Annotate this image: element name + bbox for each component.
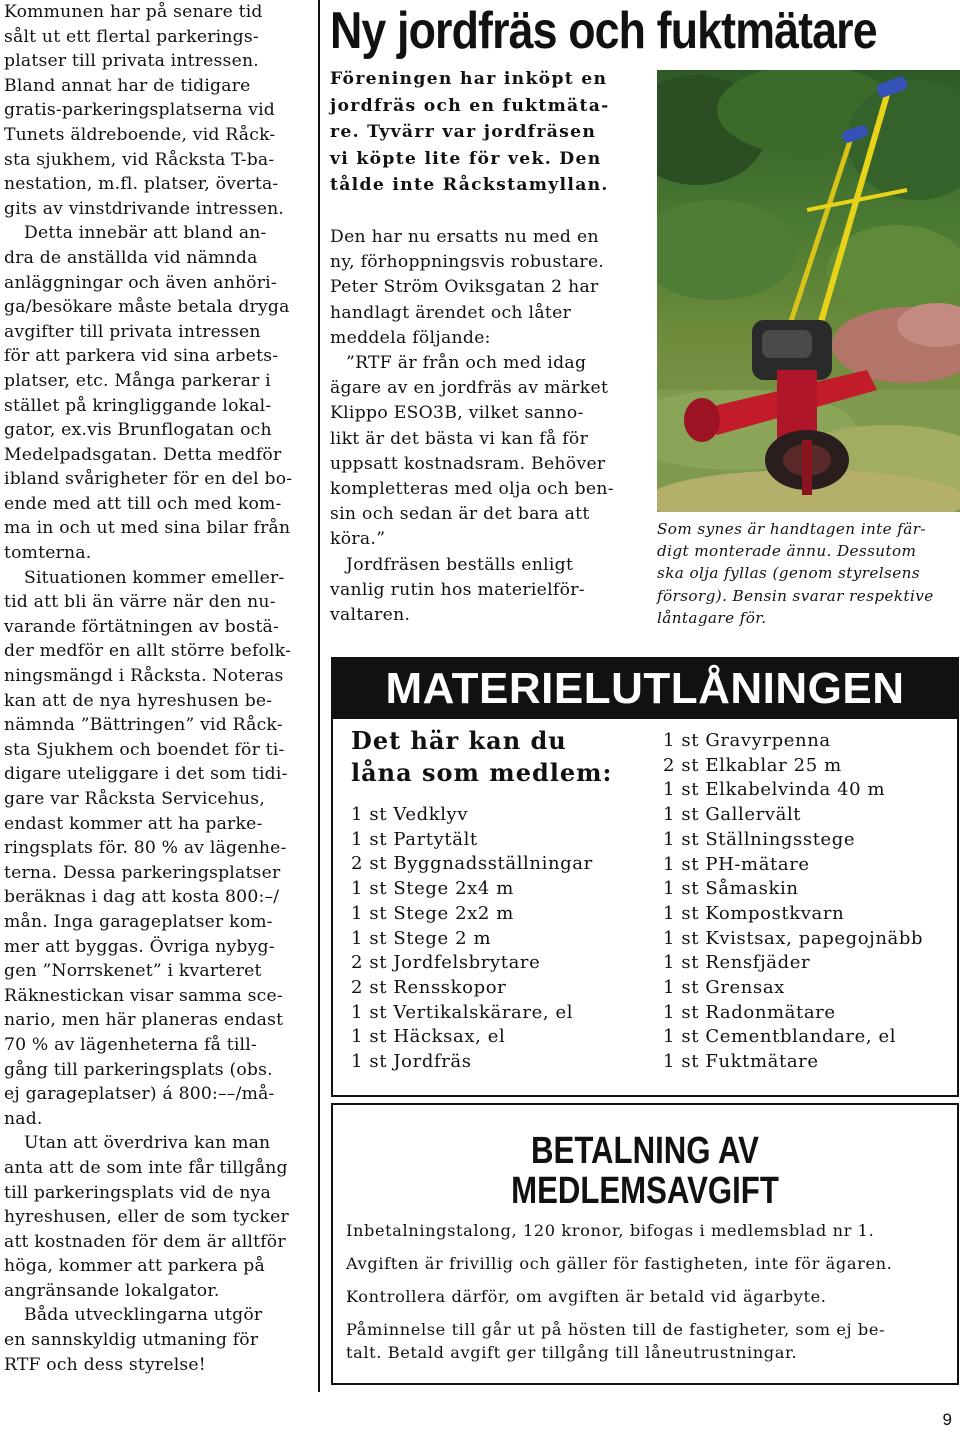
betalning-paragraph-2: Avgiften är frivillig och gäller för fastigheten, inte för ägaren.	[346, 1254, 893, 1273]
body-quote: ”RTF är från och med idag ägare av en jordfräs av märket Klippo ESO3B, vilket sanno- likt är det bästa vi kan få för uppsatt kostnadsram. Behöver kompletteras med olja och ben- sin och sedan är det bara att köra.”	[330, 353, 614, 550]
tiller-photo	[657, 70, 960, 512]
list-item: 1 st Häcksax, el	[351, 1026, 506, 1048]
list-item: 2 st Rensskopor	[351, 976, 507, 998]
caption-text: Som synes är handtagen inte fär- digt monterade ännu. Dessutom ska olja fyllas (genom styrelsens försorg). Bensin svarar respektive låntagare för.	[657, 520, 934, 627]
list-item: 1 st Elkabelvinda 40 m	[663, 779, 886, 801]
list-item: 1 st Fuktmätare	[663, 1051, 819, 1073]
left-paragraph-4: Utan att överdriva kan man anta att de som inte får tillgång till parkeringsplats vid de nya hyreshusen, eller de som tycker att kostnaden för dem är alltför höga, kommer att parkera på angränsande lokalgator.	[4, 1133, 289, 1301]
list-item: 1 st Grensax	[663, 977, 785, 999]
article-headline: Ny jordfräs och fuktmätare	[330, 2, 877, 60]
page-number: 9	[942, 1410, 952, 1429]
list-item: 1 st Gallervält	[663, 804, 802, 826]
lead-text: Föreningen har inköpt en jordfräs och en fuktmäta- re. Tyvärr var jordfräsen vi köpte lite för vek. Den tålde inte Råckstamyllan.	[330, 69, 610, 195]
list-item: 1 st Vertikalskärare, el	[351, 1001, 574, 1023]
materiel-subtitle: Det här kan du låna som medlem:	[351, 726, 613, 787]
list-item: 2 st Jordfelsbrytare	[351, 952, 541, 974]
materiel-list-right	[663, 729, 923, 1075]
list-item: 1 st PH-mätare	[663, 853, 810, 875]
left-paragraph-2: Detta innebär att bland an- dra de anställda vid nämnda anläggningar och även anhöri- ga/besökare måste betala dryga avgifter till privata intressen för att parkera vid sina arbets- platser, etc. Många parkerar i stället på kringliggande lokal- gator, ex.vis Brunflogatan och Medelpadsgatan. Detta medför ibland svårigheter för en del bo- ende med att till och med kom- ma in och ut med sina bilar från tomterna.	[4, 223, 293, 564]
materiel-box	[331, 657, 959, 1097]
materiel-list-left	[351, 803, 593, 1075]
betalning-box	[331, 1103, 959, 1385]
list-item: 1 st Gravyrpenna	[663, 730, 831, 751]
betalning-title: BETALNING AV MEDLEMSAVGIFT	[511, 1130, 779, 1212]
list-item: 1 st Stege 2 m	[351, 927, 492, 949]
list-item: 1 st Kompostkvarn	[663, 902, 845, 924]
list-item: 1 st Partytält	[351, 828, 478, 850]
list-item: 1 st Radonmätare	[663, 1001, 836, 1023]
list-item: 1 st Jordfräs	[351, 1051, 472, 1073]
betalning-text	[346, 1219, 946, 1374]
list-item: 1 st Stege 2x4 m	[351, 878, 514, 900]
article-lead	[330, 66, 640, 199]
left-column-article	[4, 0, 304, 1377]
list-item: 1 st Såmaskin	[663, 878, 799, 900]
betalning-paragraph-3: Kontrollera därför, om avgiften är betald vid ägarbyte.	[346, 1287, 827, 1306]
list-item: 1 st Rensfjäder	[663, 952, 811, 974]
betalning-paragraph-1: Inbetalningstalong, 120 kronor, bifogas i medlemsblad nr 1.	[346, 1221, 875, 1240]
column-divider	[318, 0, 320, 1392]
list-item: 1 st Kvistsax, papegojnäbb	[663, 927, 924, 949]
article-body	[330, 225, 640, 628]
list-item: 1 st Stege 2x2 m	[351, 902, 514, 924]
body-paragraph-1: Den har nu ersatts nu med en ny, förhoppningsvis robustare. Peter Ström Oviksgatan 2 har handlagt ärendet och låter meddela följande:	[330, 227, 605, 348]
left-paragraph-3: Situationen kommer emeller- tid att bli än värre när den nu- varande förtätningen av bostä- der medför en allt större befolk- ningsmängd i Råcksta. Noteras kan att de nya hyreshusen be- nämnda ”Bättringen” vid Råck- sta Sjukhem och boendet för ti- digare uteliggare i det som tidi- gare var Råcksta Servicehus, endast kommer att ha parke- ringsplats för. 80 % av lägenhe- terna. Dessa parkeringsplatser beräknas i dag att kosta 800:–/ mån. Inga garageplatser kom- mer att byggas. Övriga nybyg- gen ”Norrskenet” i kvarteret Räknestickan visar samma sce- nario, men här planeras endast 70 % av lägenheterna få till- gång till parkeringsplats (obs. ej garageplatser) á 800:––/må- nad.	[4, 567, 292, 1129]
left-paragraph-5: Båda utvecklingarna utgör en sannskyldig utmaning för RTF och dess styrelse!	[4, 1305, 263, 1375]
body-paragraph-3: Jordfräsen beställs enligt vanlig rutin hos materielför- valtaren.	[330, 554, 585, 626]
left-paragraph-1: Kommunen har på senare tid sålt ut ett flertal parkerings- platser till privata intressen. Bland annat har de tidigare gratis-parkeringsplatserna vid Tunets äldreboende, vid Råck- sta sjukhem, vid Råcksta T-ba- nestation, m.fl. platser, överta- gits av vinstdrivande intressen.	[4, 2, 285, 219]
betalning-paragraph-4: Påminnelse till går ut på hösten till de fastigheter, som ej be- talt. Betald avgift ger tillgång till låneutrustningar.	[346, 1320, 886, 1362]
list-item: 2 st Byggnadsställningar	[351, 853, 593, 875]
list-item: 1 st Cementblandare, el	[663, 1026, 897, 1048]
list-item: 1 st Vedklyv	[351, 804, 469, 825]
list-item: 2 st Elkablar 25 m	[663, 754, 842, 776]
materiel-title: MATERIELUTLÅNINGEN	[333, 659, 957, 719]
list-item: 1 st Ställningsstege	[663, 828, 856, 850]
photo-caption	[657, 518, 960, 629]
